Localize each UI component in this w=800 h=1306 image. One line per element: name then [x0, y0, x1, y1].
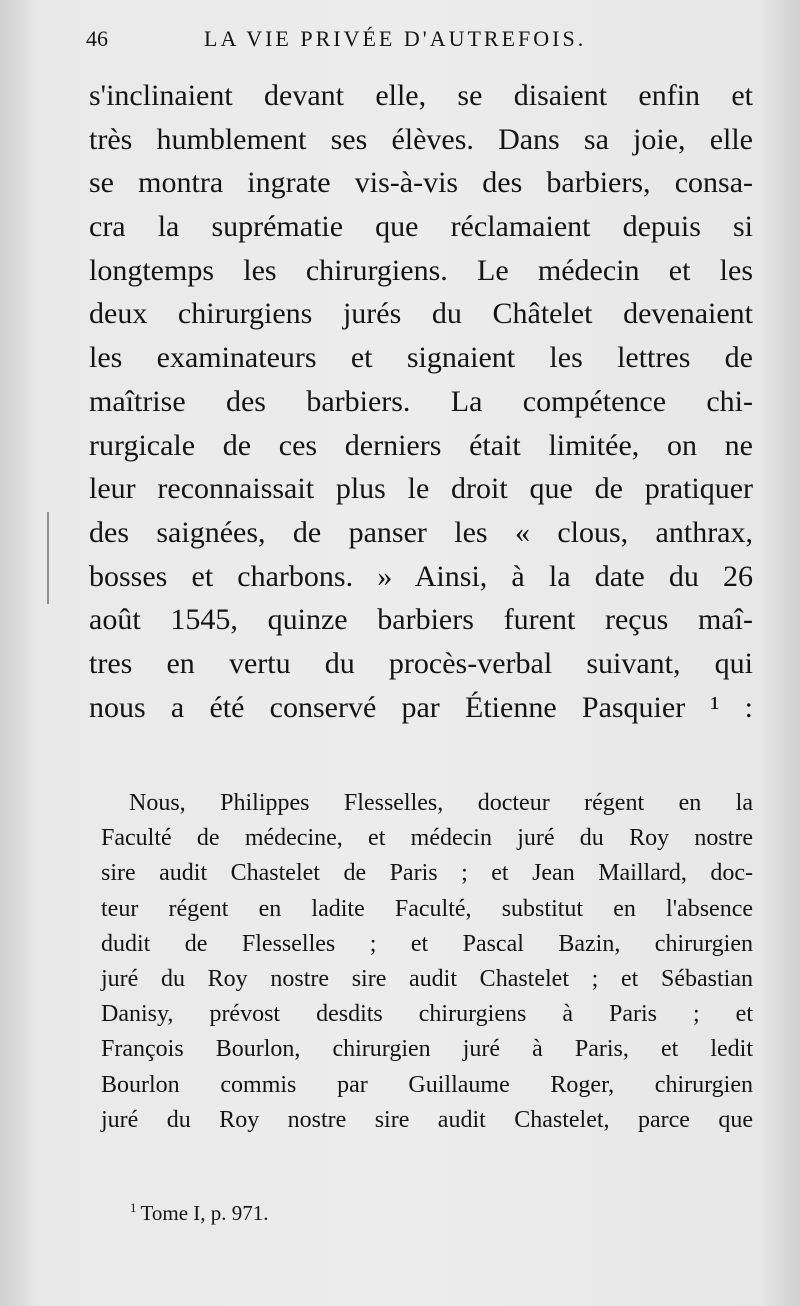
- footnote-text: Tome I, p. 971.: [140, 1201, 269, 1225]
- quote-line: Bourlon commis par Guillaume Roger, chirurgien: [101, 1071, 753, 1098]
- quote-line: juré du Roy nostre sire audit Chastelet, parce que: [101, 1106, 753, 1133]
- quote-line: dudit de Flesselles ; et Pascal Bazin, chirurgien: [101, 930, 753, 957]
- text-line: leur reconnaissait plus le droit que de pratiquer: [89, 472, 753, 506]
- page-number: 46: [86, 26, 108, 51]
- running-title: LA VIE PRIVÉE D'AUTREFOIS.: [204, 26, 587, 51]
- text-line: rurgicale de ces derniers était limitée, on ne: [89, 428, 753, 462]
- text-line: très humblement ses élèves. Dans sa joie, elle: [89, 122, 753, 156]
- quote-line: Faculté de médecine, et médecin juré du Roy nostre: [101, 825, 753, 852]
- text-line: se montra ingrate vis-à-vis des barbiers, consa-: [89, 166, 753, 200]
- quote-line: juré du Roy nostre sire audit Chastelet ; et Sébastian: [101, 965, 753, 992]
- text-line: cra la suprématie que réclamaient depuis si: [89, 210, 753, 244]
- text-line: août 1545, quinze barbiers furent reçus maî-: [89, 603, 753, 637]
- quoted-document: [101, 786, 753, 1138]
- quote-line: sire audit Chastelet de Paris ; et Jean Maillard, doc-: [101, 860, 753, 887]
- text-line: tres en vertu du procès-verbal suivant, qui: [89, 646, 753, 680]
- footnote: [130, 1200, 269, 1226]
- text-line: maîtrise des barbiers. La compétence chi-: [89, 384, 753, 418]
- main-paragraph: [89, 74, 753, 729]
- margin-mark: [47, 512, 49, 604]
- footnote-marker: 1: [130, 1200, 137, 1215]
- quote-line: Nous, Philippes Flesselles, docteur régent en la: [129, 790, 753, 816]
- text-line: longtemps les chirurgiens. Le médecin et les: [89, 253, 753, 287]
- quote-line: François Bourlon, chirurgien juré à Paris, et ledit: [101, 1036, 753, 1063]
- page-header: [86, 26, 626, 56]
- text-line: deux chirurgiens jurés du Châtelet devenaient: [89, 297, 753, 331]
- text-line: nous a été conservé par Étienne Pasquier ¹ :: [89, 690, 753, 724]
- text-line: bosses et charbons. » Ainsi, à la date du 26: [89, 559, 753, 593]
- text-line: s'inclinaient devant elle, se disaient enfin et: [89, 79, 753, 112]
- text-line: des saignées, de panser les « clous, anthrax,: [89, 515, 753, 549]
- quote-line: teur régent en ladite Faculté, substitut en l'absence: [101, 895, 753, 922]
- text-line: les examinateurs et signaient les lettres de: [89, 341, 753, 375]
- quote-line: Danisy, prévost desdits chirurgiens à Paris ; et: [101, 1001, 753, 1028]
